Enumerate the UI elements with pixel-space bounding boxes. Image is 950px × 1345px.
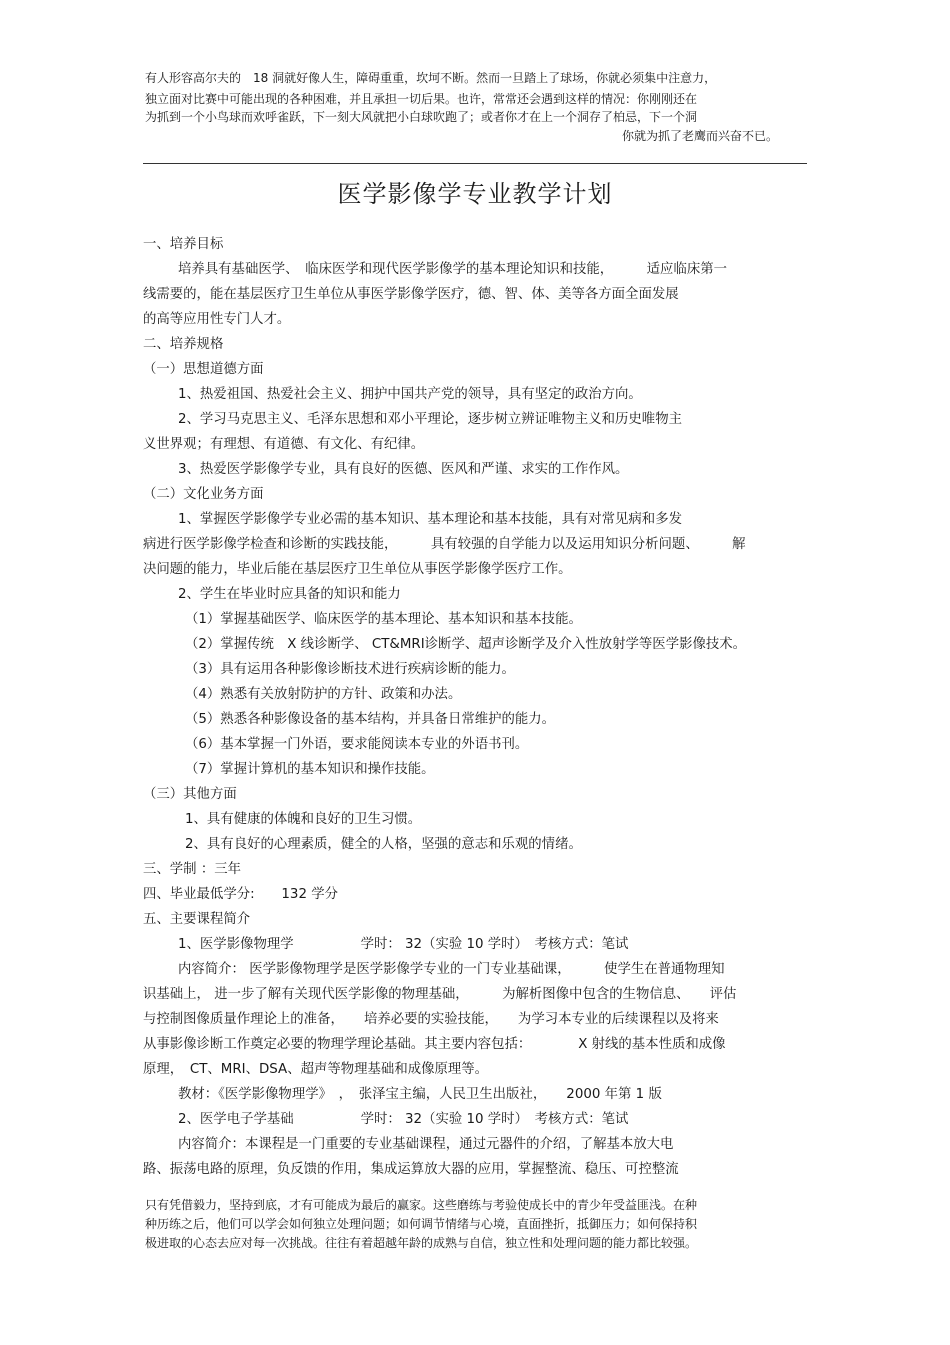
paragraph-line: 的高等应用性专门人才。	[143, 312, 291, 327]
list-item: 1、热爱祖国、热爱社会主义、拥护中国共产党的领导，具有坚定的政治方向。	[178, 387, 642, 402]
list-item: 1、掌握医学影像学专业必需的基本知识、基本理论和基本技能，具有对常见病和多发	[178, 512, 682, 527]
paragraph-line: 原理， CT、MRI、DSA、超声等物理基础和成像原理等。	[143, 1062, 489, 1077]
subsection-heading: （一）思想道德方面	[143, 362, 264, 377]
section-heading: 二、培养规格	[143, 337, 224, 352]
textbook-line: 教材：《医学影像物理学》 ， 张泽宝主编，人民卫生出版社， 2000 年第 1 版	[178, 1087, 662, 1102]
list-item: （5）熟悉各种影像设备的基本结构，并具备日常维护的能力。	[185, 712, 556, 727]
footer-line: 种历练之后，他们可以学会如何独立处理问题；如何调节情绪与心境，直面挫折，抵御压力；如何保持积	[145, 1217, 698, 1231]
paragraph-line: 与控制图像质量作理论上的准备， 培养必要的实验技能， 为学习本专业的后续课程以及将来	[143, 1012, 719, 1027]
list-item: （1）掌握基础医学、临床医学的基本理论、基本知识和基本技能。	[185, 612, 582, 627]
list-item: （7）掌握计算机的基本知识和操作技能。	[185, 762, 435, 777]
list-item: （3）具有运用各种影像诊断技术进行疾病诊断的能力。	[185, 662, 515, 677]
list-item: 2、学习马克思主义、毛泽东思想和邓小平理论，逐步树立辨证唯物主义和历史唯物主	[178, 412, 682, 427]
paragraph-line: 内容简介： 医学影像物理学是医学影像学专业的一门专业基础课， 使学生在普通物理知	[178, 962, 725, 977]
paragraph-line: 线需要的，能在基层医疗卫生单位从事医学影像学医疗，德、智、体、美等各方面全面发展	[143, 287, 679, 302]
list-item: （6）基本掌握一门外语，要求能阅读本专业的外语书刊。	[185, 737, 529, 752]
section-heading: 三、学制 ：三年	[143, 862, 241, 877]
paragraph-line: 义世界观；有理想、有道德、有文化、有纪律。	[143, 437, 425, 452]
section-heading: 四、毕业最低学分: 132 学分	[143, 887, 339, 902]
header-line: 为抓到一个小鸟球而欢呼雀跃，下一刻大风就把小白球吹跑了；或者你才在上一个洞存了柏忌，下一个洞	[145, 110, 698, 124]
page-title: 医学影像学专业教学计划	[337, 180, 613, 208]
subsection-heading: （三）其他方面	[143, 787, 237, 802]
paragraph-line: 从事影像诊断工作奠定必要的物理学理论基础。其主要内容包括： X 射线的基本性质和成像	[143, 1037, 726, 1052]
footer-line: 极进取的心态去应对每一次挑战。往往有着超越年龄的成熟与自信，独立性和处理问题的能力都比较强。	[145, 1236, 698, 1250]
header-line: 有人形容高尔夫的 18 洞就好像人生，障碍重重，坎坷不断。然而一旦踏上了球场，你就必须集中注意力，	[145, 71, 717, 85]
header-divider	[143, 163, 807, 164]
paragraph-line: 内容简介：本课程是一门重要的专业基础课程，通过元器件的介绍，了解基本放大电	[178, 1137, 674, 1152]
subsection-heading: （二）文化业务方面	[143, 487, 264, 502]
list-item: 2、学生在毕业时应具备的知识和能力	[178, 587, 401, 602]
paragraph-line: 决问题的能力，毕业后能在基层医疗卫生单位从事医学影像学医疗工作。	[143, 562, 572, 577]
paragraph-line: 培养具有基础医学、 临床医学和现代医学影像学的基本理论知识和技能， 适应临床第一	[178, 262, 728, 277]
header-line: 你就为抓了老鹰而兴奋不已。	[622, 129, 779, 143]
list-item: （2）掌握传统 X 线诊断学、 CT&MRI诊断学、超声诊断学及介入性放射学等医学影像技术。	[185, 637, 747, 652]
section-heading: 五、主要课程简介	[143, 912, 251, 927]
list-item: 3、热爱医学影像学专业，具有良好的医德、医风和严谨、求实的工作作风。	[178, 462, 629, 477]
paragraph-line: 识基础上， 进一步了解有关现代医学影像的物理基础， 为解析图像中包含的生物信息、 评估	[143, 987, 737, 1002]
list-item: 2、具有良好的心理素质，健全的人格，坚强的意志和乐观的情绪。	[185, 837, 582, 852]
paragraph-line: 病进行医学影像学检查和诊断的实践技能， 具有较强的自学能力以及运用知识分析问题、 解	[143, 537, 746, 552]
header-line: 独立面对比赛中可能出现的各种困难，并且承担一切后果。也许，常常还会遇到这样的情况：你刚刚还在	[145, 92, 698, 106]
course-header: 2、医学电子学基础 学时： 32（实验 10 学时） 考核方式：笔试	[178, 1112, 629, 1127]
section-heading: 一、培养目标	[143, 237, 224, 252]
footer-line: 只有凭借毅力，坚持到底，才有可能成为最后的赢家。这些磨练与考验使成长中的青少年受益匪浅。在种	[145, 1198, 698, 1212]
course-header: 1、医学影像物理学 学时： 32（实验 10 学时） 考核方式：笔试	[178, 937, 629, 952]
list-item: （4）熟悉有关放射防护的方针、政策和办法。	[185, 687, 462, 702]
paragraph-line: 路、振荡电路的原理，负反馈的作用，集成运算放大器的应用，掌握整流、稳压、可控整流	[143, 1162, 679, 1177]
list-item: 1、具有健康的体魄和良好的卫生习惯。	[185, 812, 422, 827]
